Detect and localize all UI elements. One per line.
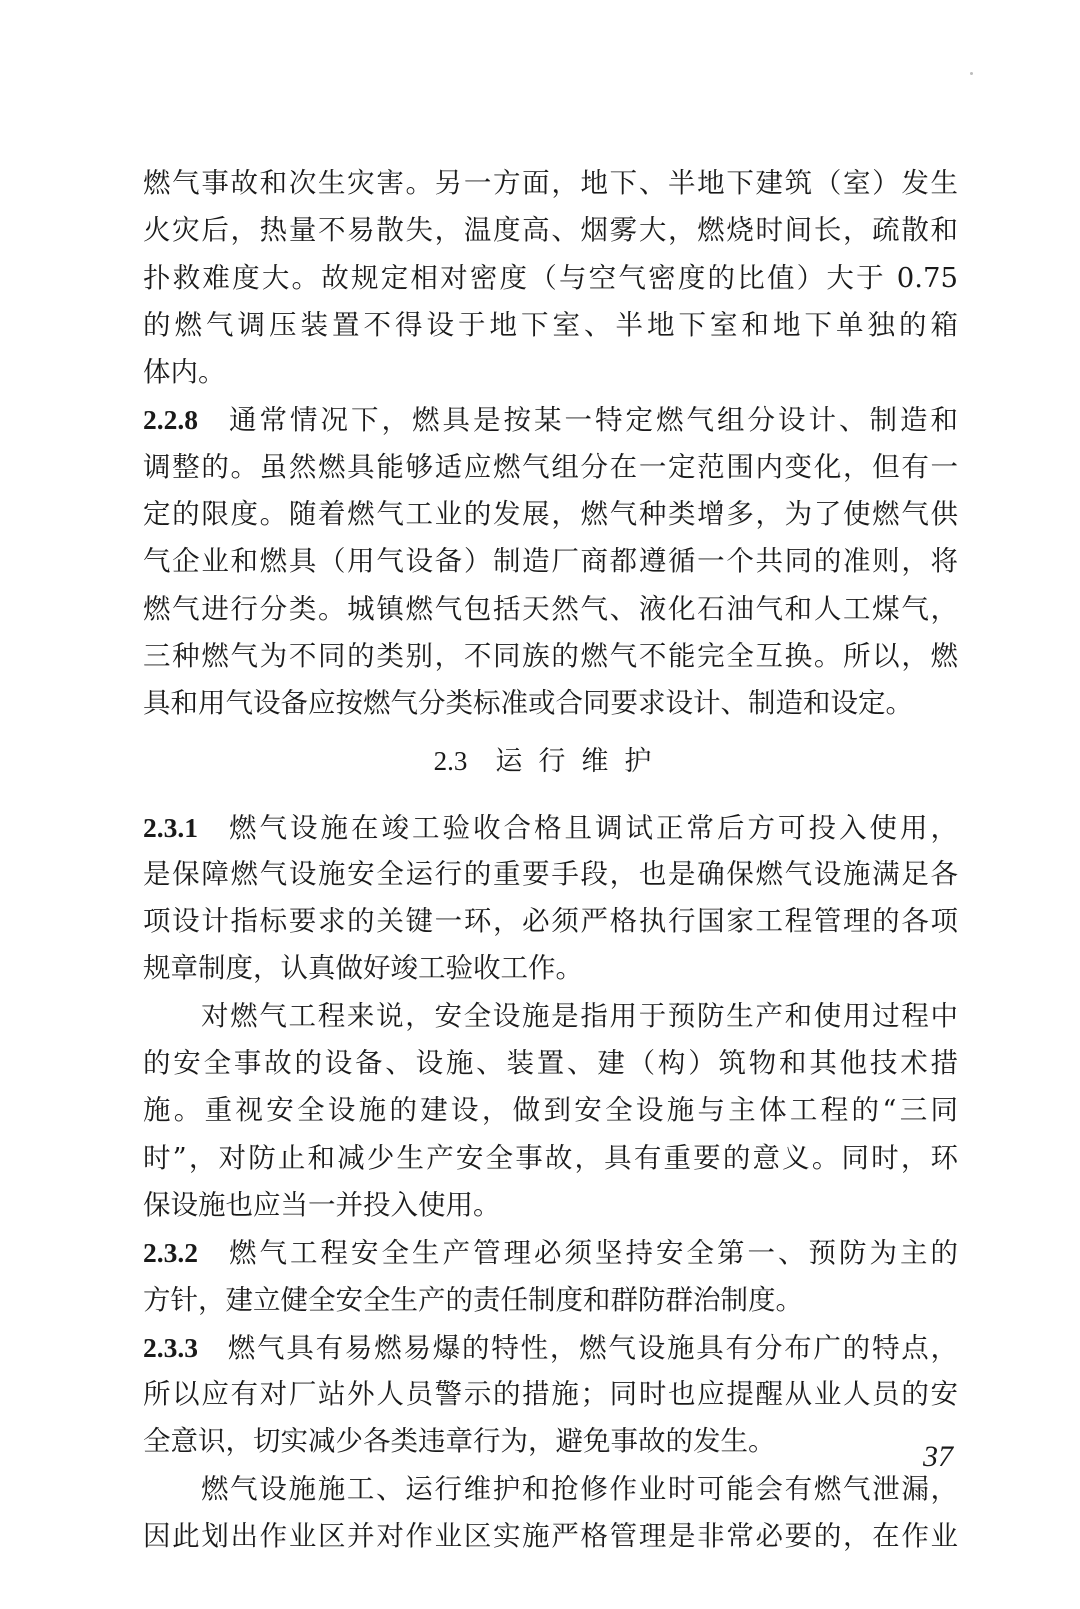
text-line: 燃气进行分类。城镇燃气包括天然气、液化石油气和人工煤气， (143, 592, 958, 625)
text-line: 的燃气调压装置不得设于地下室、半地下室和地下单独的箱 (143, 308, 958, 341)
clause-number: 2.2.8 (143, 404, 198, 436)
text-line: 是保障燃气设施安全运行的重要手段，也是确保燃气设施满足各 (143, 857, 958, 890)
clause-first-line (143, 1229, 958, 1276)
clause-number: 2.3.3 (143, 1331, 198, 1363)
text-line: 气企业和燃具（用气设备）制造厂商都遵循一个共同的准则，将 (143, 545, 958, 578)
text-line: 火灾后，热量不易散失，温度高、烟雾大，燃烧时间长，疏散和 (143, 214, 958, 247)
text-line: 体内。 (143, 356, 226, 389)
clause-2-3-1 (143, 804, 958, 993)
text-line: 调整的。虽然燃具能够适应燃气组分在一定范围内变化，但有一 (143, 450, 958, 483)
scan-speck (970, 72, 973, 75)
text-line: 施。重视安全设施的建设，做到安全设施与主体工程的“三同 (143, 1094, 958, 1127)
text-line: 燃气工程安全生产管理必须坚持安全第一、预防为主的 (226, 1237, 958, 1270)
clause-number: 2.3.2 (143, 1237, 198, 1269)
text-line: 定的限度。随着燃气工业的发展，燃气种类增多，为了使燃气供 (143, 498, 958, 531)
text-line: 通常情况下，燃具是按某一特定燃气组分设计、制造和 (226, 404, 958, 437)
body-text (143, 160, 958, 1560)
text-line: 燃气事故和次生灾害。另一方面，地下、半地下建筑（室）发生 (143, 167, 958, 199)
text-line: 项设计指标要求的关键一环，必须严格执行国家工程管理的各项 (143, 905, 958, 938)
text-line: 因此划出作业区并对作业区实施严格管理是非常必要的，在作业 (143, 1520, 958, 1553)
text-line: 方针，建立健全安全生产的责任制度和群防群治制度。 (143, 1283, 803, 1316)
text-line: 具和用气设备应按燃气分类标准或合同要求设计、制造和设定。 (143, 687, 913, 720)
text-line: 燃气设施施工、运行维护和抢修作业时可能会有燃气泄漏， (201, 1472, 958, 1505)
text-line: 保设施也应当一并投入使用。 (143, 1188, 501, 1221)
clause-2-3-3 (143, 1324, 958, 1466)
text-line: 所以应有对厂站外人员警示的措施；同时也应提醒从业人员的安 (143, 1378, 958, 1411)
text-line: 时”，对防止和减少生产安全事故，具有重要的意义。同时，环 (143, 1141, 958, 1174)
clause-2-3-2 (143, 1229, 958, 1324)
paragraph-safety-facilities (143, 993, 958, 1229)
clause-number: 2.3.1 (143, 811, 198, 843)
paragraph-continuation (143, 160, 958, 396)
clause-2-2-8 (143, 396, 958, 727)
clause-first-line (143, 804, 958, 851)
text-line: 的安全事故的设备、设施、装置、建（构）筑物和其他技术措 (143, 1047, 958, 1080)
page-number: 37 (923, 1440, 953, 1473)
paragraph-work-zone (143, 1466, 958, 1561)
text-line: 三种燃气为不同的类别，不同族的燃气不能完全互换。所以，燃 (143, 639, 958, 672)
section-heading (143, 728, 958, 804)
text-line: 对燃气工程来说，安全设施是指用于预防生产和使用过程中 (201, 999, 958, 1032)
clause-first-line (143, 396, 958, 443)
clause-first-line (143, 1324, 958, 1371)
text-line: 燃气具有易燃易爆的特性，燃气设施具有分布广的特点， (226, 1331, 958, 1364)
text-line: 规章制度，认真做好竣工验收工作。 (143, 952, 583, 985)
text-line: 扑救难度大。故规定相对密度（与空气密度的比值）大于 0.75 (143, 261, 958, 294)
text-line: 燃气设施在竣工验收合格且调试正常后方可投入使用， (226, 811, 958, 844)
text-line: 全意识，切实减少各类违章行为，避免事故的发生。 (143, 1425, 776, 1458)
section-number: 2.3 (433, 745, 468, 776)
section-title: 运行维护 (495, 745, 668, 777)
